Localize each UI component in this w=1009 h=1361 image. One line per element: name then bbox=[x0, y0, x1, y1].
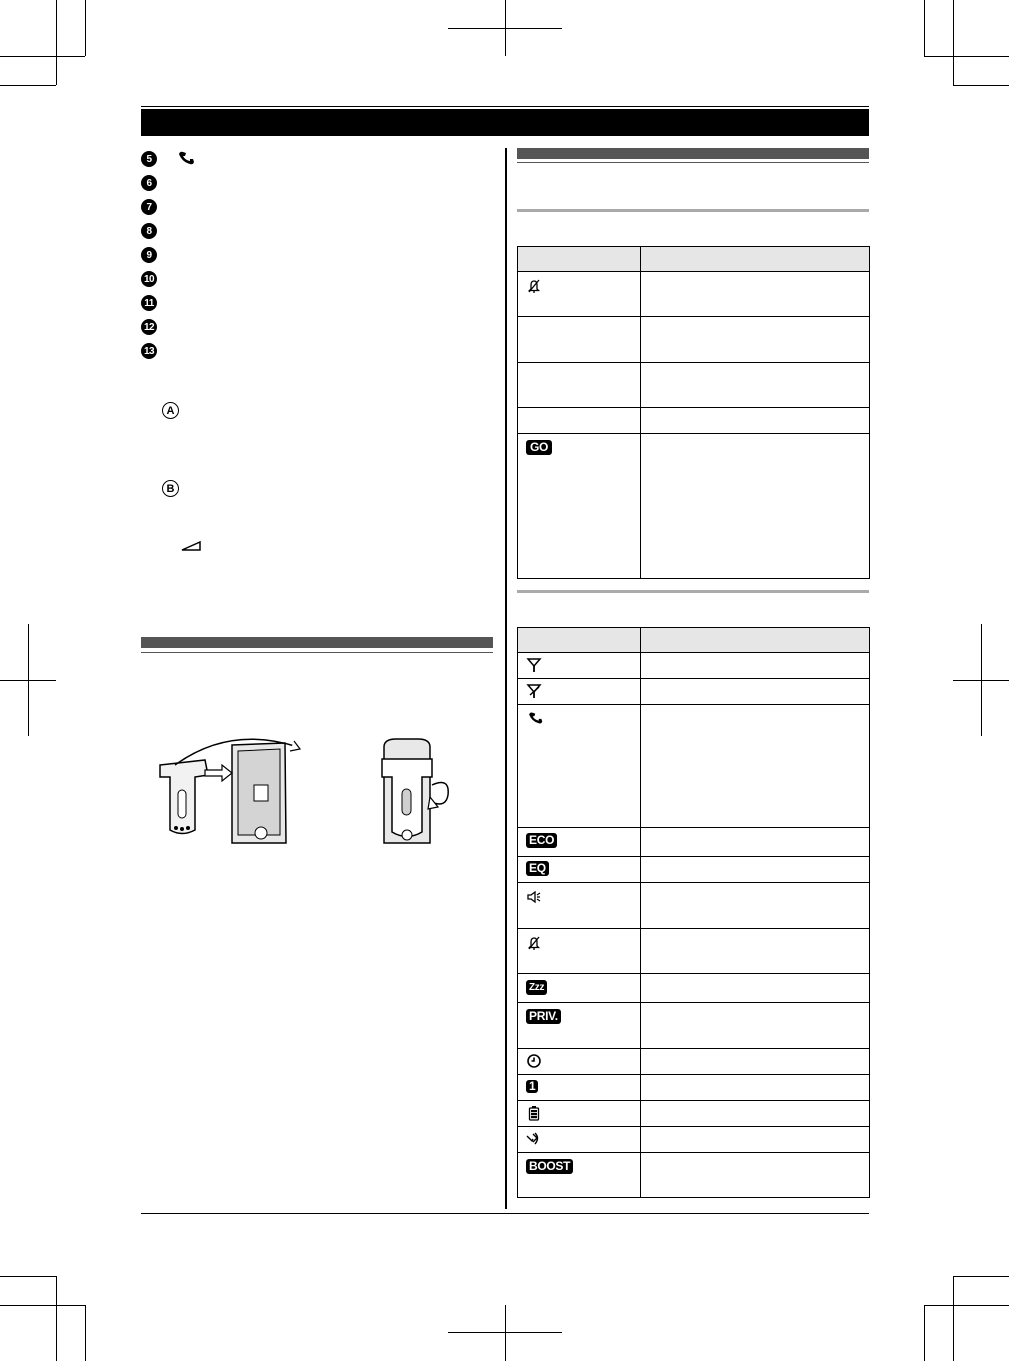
section-bar-display-icons bbox=[517, 148, 869, 159]
alarm-clock-icon bbox=[526, 1053, 542, 1069]
list-item bbox=[141, 270, 481, 290]
list-item bbox=[141, 294, 481, 314]
subsection-rule-1 bbox=[517, 209, 869, 212]
marker-b: B bbox=[162, 480, 179, 497]
item-number: 5 bbox=[141, 151, 157, 167]
table-row bbox=[518, 705, 870, 828]
item-number: 12 bbox=[141, 319, 157, 335]
table-header-meaning bbox=[641, 628, 870, 653]
item-number: 10 bbox=[141, 271, 157, 287]
list-item bbox=[141, 198, 481, 218]
go-badge: GO bbox=[526, 440, 552, 455]
table-row bbox=[518, 1101, 870, 1127]
table-row bbox=[518, 653, 870, 679]
table-row bbox=[518, 363, 870, 408]
night-mode-badge: Zzz bbox=[526, 980, 547, 995]
subsection-rule-2 bbox=[517, 590, 869, 593]
column-divider bbox=[505, 148, 507, 1209]
table-row bbox=[518, 857, 870, 883]
belt-clip-remove-illustration bbox=[372, 737, 454, 845]
line-one-badge: 1 bbox=[526, 1080, 538, 1093]
table-row bbox=[518, 272, 870, 317]
talk-icon bbox=[177, 150, 199, 169]
antenna-out-of-range-icon bbox=[526, 683, 542, 699]
belt-clip-attach-illustration bbox=[150, 735, 310, 845]
ringer-off-icon bbox=[526, 278, 542, 294]
list-item bbox=[141, 150, 481, 170]
icon-table-1 bbox=[517, 246, 870, 579]
boost-badge: BOOST bbox=[526, 1159, 573, 1174]
table-row bbox=[518, 1075, 870, 1101]
header-rule bbox=[141, 106, 869, 107]
eq-badge: EQ bbox=[526, 861, 549, 876]
table-row bbox=[518, 1127, 870, 1153]
table-row bbox=[518, 408, 870, 434]
item-number: 11 bbox=[141, 295, 157, 311]
table-row bbox=[518, 828, 870, 857]
list-item bbox=[141, 342, 481, 362]
section-underline bbox=[517, 162, 869, 163]
volume-wedge-icon bbox=[180, 540, 202, 552]
list-item bbox=[141, 174, 481, 194]
table-row bbox=[518, 1003, 870, 1049]
antenna-icon bbox=[526, 657, 542, 673]
item-number: 13 bbox=[141, 343, 157, 359]
marker-a: A bbox=[162, 402, 179, 419]
bluetooth-link-icon bbox=[526, 1131, 542, 1147]
table-row bbox=[518, 1049, 870, 1075]
speaker-icon bbox=[526, 889, 542, 905]
section-bar-belt-clip bbox=[141, 637, 493, 648]
item-number: 7 bbox=[141, 199, 157, 215]
table-row bbox=[518, 974, 870, 1003]
list-item bbox=[141, 222, 481, 242]
list-item bbox=[141, 318, 481, 338]
table-header-meaning bbox=[641, 247, 870, 272]
eco-badge: ECO bbox=[526, 833, 557, 848]
item-number: 6 bbox=[141, 175, 157, 191]
list-item bbox=[141, 246, 481, 266]
privacy-badge: PRIV. bbox=[526, 1009, 561, 1024]
item-number: 8 bbox=[141, 223, 157, 239]
table-row bbox=[518, 1153, 870, 1198]
footer-rule bbox=[141, 1213, 869, 1214]
battery-icon bbox=[526, 1105, 542, 1121]
header-bar bbox=[141, 109, 869, 136]
ringer-off-icon bbox=[526, 935, 542, 951]
icon-table-2 bbox=[517, 627, 870, 1198]
talk-icon bbox=[526, 711, 548, 725]
table-row bbox=[518, 317, 870, 363]
table-row bbox=[518, 929, 870, 974]
table-row bbox=[518, 679, 870, 705]
table-row bbox=[518, 883, 870, 929]
item-number: 9 bbox=[141, 247, 157, 263]
section-underline bbox=[141, 652, 493, 653]
table-header-icon bbox=[518, 247, 641, 272]
table-header-icon bbox=[518, 628, 641, 653]
table-row bbox=[518, 434, 870, 579]
